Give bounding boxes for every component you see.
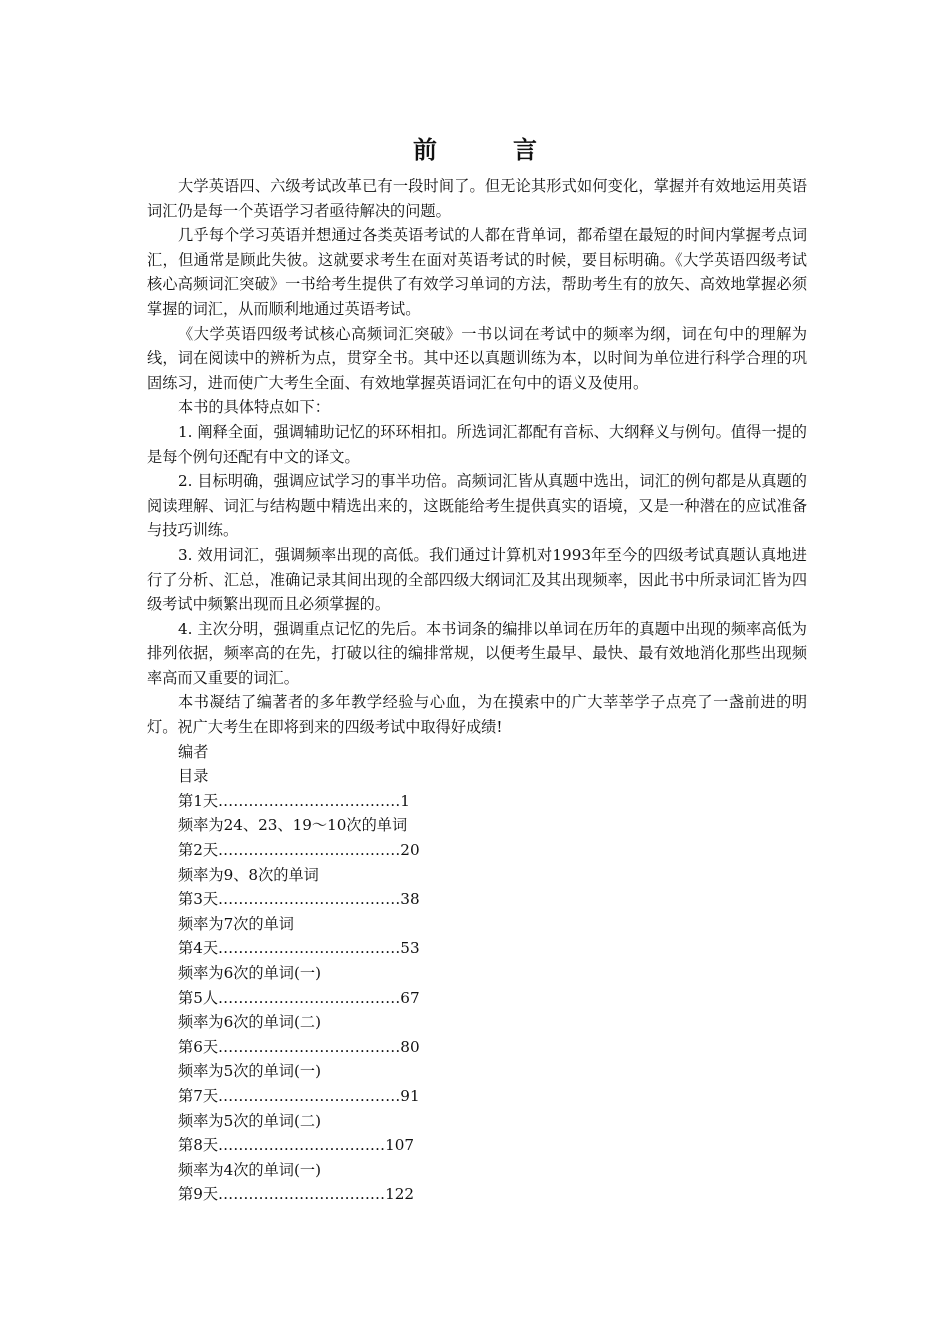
toc-entry: 第1天………………………………1 [178,791,410,810]
paragraph: 本书凝结了编著者的多年教学经验与心血，为在摸索中的广大莘莘学子点亮了一盏前进的明灯。祝广大考生在即将到来的四级考试中取得好成绩! [147,693,807,737]
toc-heading: 目录 [178,767,209,786]
toc-entry: 频率为4次的单词(一) [178,1160,322,1179]
paragraph: 几乎每个学习英语并想通过各类英语考试的人都在背单词，都希望在最短的时间内掌握考点词汇，但通常是顾此失彼。这就要求考生在面对英语考试的时候，要目标明确。《大学英语四级考试核心高频词汇突破》一书给考生提供了有效学习单词的方法，帮助考生有的放矢、高效地掌握必须掌握的词汇，从而顺利地通过英语考试。 [147,226,807,318]
toc-entry: 第6天………………………………80 [178,1037,420,1056]
toc-entry: 频率为24、23、19～10次的单词 [178,816,408,835]
toc-entry: 频率为9、8次的单词 [178,865,319,884]
paragraph: 4. 主次分明，强调重点记忆的先后。本书词条的编排以单词在历年的真题中出现的频率高低为排列依据，频率高的在先，打破以往的编排常规，以便考生最早、最快、最有效地消化那些出现频率高而又重要的词汇。 [147,619,807,687]
preface-body [147,174,807,1207]
toc-entry: 第4天………………………………53 [178,939,420,958]
toc-entry: 第5人………………………………67 [178,988,420,1007]
toc-entry: 频率为7次的单词 [178,914,294,933]
table-of-contents [147,789,807,1207]
toc-entry: 第3天………………………………38 [178,890,420,909]
toc-entry: 频率为6次的单词(二) [178,1013,322,1032]
paragraph: 1. 阐释全面，强调辅助记忆的环环相扣。所选词汇都配有音标、大纲释义与例句。值得一提的是每个例句还配有中文的译文。 [147,422,807,466]
paragraph: 大学英语四、六级考试改革已有一段时间了。但无论其形式如何变化，掌握并有效地运用英语词汇仍是每一个英语学习者亟待解决的问题。 [147,177,807,220]
toc-entry: 频率为6次的单词(一) [178,964,322,982]
toc-entry: 第7天………………………………91 [178,1086,420,1105]
paragraph: 2. 目标明确，强调应试学习的事半功倍。高频词汇皆从真题中选出，词汇的例句都是从真题的阅读理解、词汇与结构题中精选出来的，这既能给考生提供真实的语境，又是一种潜在的应试准备与技巧训练。 [147,472,807,540]
toc-entry: 第8天……………………………107 [178,1136,415,1155]
paragraph: 《大学英语四级考试核心高频词汇突破》一书以词在考试中的频率为纲，词在句中的理解为线，词在阅读中的辨析为点，贯穿全书。其中还以真题训练为本，以时间为单位进行科学合理的巩固练习，进而使广大考生全面、有效地掌握英语词汇在句中的语义及使用。 [147,324,807,392]
toc-entry: 第9天……………………………122 [178,1185,415,1204]
page-title: 前 言 [413,135,563,164]
paragraph: 3. 效用词汇，强调频率出现的高低。我们通过计算机对1993年至今的四级考试真题认真地进行了分析、汇总，准确记录其间出现的全部四级大纲词汇及其出现频率，因此书中所录词汇皆为四级考试中频繁出现而且必须掌握的。 [147,545,807,614]
toc-entry: 频率为5次的单词(一) [178,1062,322,1081]
toc-entry: 第2天………………………………20 [178,841,420,860]
paragraph: 本书的具体特点如下： [178,398,330,417]
toc-entry: 频率为5次的单词(二) [178,1111,322,1130]
signature: 编者 [178,742,209,761]
